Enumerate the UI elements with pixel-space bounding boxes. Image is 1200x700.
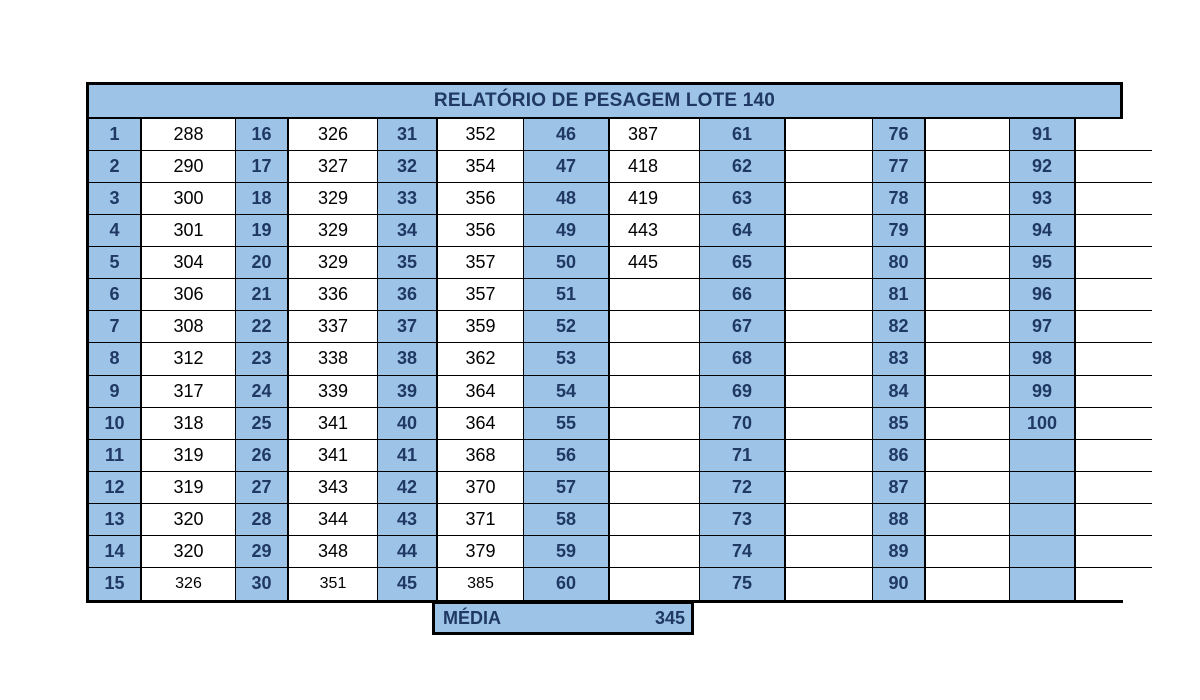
- animal-number-cell: 62: [700, 151, 786, 183]
- animal-number-cell: 59: [524, 536, 610, 568]
- animal-number-cell: 37: [378, 311, 438, 343]
- weight-value-cell: [1076, 343, 1152, 375]
- animal-number-cell: 75: [700, 568, 786, 600]
- weight-value-cell: 379: [438, 536, 524, 568]
- weight-value-cell: 348: [289, 536, 378, 568]
- weight-value-cell: 364: [438, 408, 524, 440]
- animal-number-cell: 53: [524, 343, 610, 375]
- weight-value-cell: [786, 247, 873, 279]
- animal-number-cell: 14: [89, 536, 142, 568]
- weight-value-cell: 329: [289, 183, 378, 215]
- animal-number-cell: 2: [89, 151, 142, 183]
- weight-value-cell: [926, 311, 1010, 343]
- animal-number-cell: 87: [873, 472, 926, 504]
- animal-number-cell: 97: [1010, 311, 1076, 343]
- animal-number-cell: 35: [378, 247, 438, 279]
- average-box: [432, 602, 694, 635]
- animal-number-cell: 17: [236, 151, 289, 183]
- weight-value-cell: [926, 504, 1010, 536]
- weight-value-cell: [786, 151, 873, 183]
- weight-value-cell: 336: [289, 279, 378, 311]
- animal-number-cell: 3: [89, 183, 142, 215]
- animal-number-cell: 77: [873, 151, 926, 183]
- weight-value-cell: [1076, 247, 1152, 279]
- animal-number-cell: 63: [700, 183, 786, 215]
- weight-value-cell: 301: [142, 215, 236, 247]
- weight-value-cell: [610, 376, 700, 408]
- weight-value-cell: [1076, 376, 1152, 408]
- animal-number-cell: 72: [700, 472, 786, 504]
- weight-value-cell: 356: [438, 215, 524, 247]
- weight-value-cell: [610, 440, 700, 472]
- animal-number-cell: 43: [378, 504, 438, 536]
- weight-value-cell: [1076, 440, 1152, 472]
- weight-value-cell: [786, 568, 873, 600]
- weight-value-cell: [926, 536, 1010, 568]
- weight-value-cell: 341: [289, 408, 378, 440]
- animal-number-cell: 49: [524, 215, 610, 247]
- animal-number-cell: 13: [89, 504, 142, 536]
- weight-value-cell: 326: [289, 119, 378, 151]
- weight-value-cell: 354: [438, 151, 524, 183]
- animal-number-cell: 4: [89, 215, 142, 247]
- animal-number-cell: 94: [1010, 215, 1076, 247]
- weight-value-cell: [786, 215, 873, 247]
- weight-value-cell: [786, 440, 873, 472]
- average-label: MÉDIA: [443, 607, 501, 628]
- weight-value-cell: [926, 151, 1010, 183]
- weight-value-cell: [926, 408, 1010, 440]
- weight-value-cell: 320: [142, 504, 236, 536]
- animal-number-cell: 73: [700, 504, 786, 536]
- animal-number-cell: [1010, 504, 1076, 536]
- weight-value-cell: [1076, 279, 1152, 311]
- animal-number-cell: 71: [700, 440, 786, 472]
- animal-number-cell: 54: [524, 376, 610, 408]
- animal-number-cell: 19: [236, 215, 289, 247]
- weight-value-cell: 385: [438, 568, 524, 600]
- weight-value-cell: [1076, 568, 1152, 600]
- animal-number-cell: 25: [236, 408, 289, 440]
- animal-number-cell: 5: [89, 247, 142, 279]
- animal-number-cell: 12: [89, 472, 142, 504]
- weight-value-cell: 357: [438, 247, 524, 279]
- animal-number-cell: 66: [700, 279, 786, 311]
- animal-number-cell: 11: [89, 440, 142, 472]
- weight-value-cell: 357: [438, 279, 524, 311]
- weight-value-cell: [1076, 311, 1152, 343]
- weight-value-cell: [610, 504, 700, 536]
- animal-number-cell: [1010, 440, 1076, 472]
- animal-number-cell: 65: [700, 247, 786, 279]
- animal-number-cell: 33: [378, 183, 438, 215]
- weight-value-cell: 308: [142, 311, 236, 343]
- animal-number-cell: 22: [236, 311, 289, 343]
- weight-value-cell: [1076, 472, 1152, 504]
- report-title: RELATÓRIO DE PESAGEM LOTE 140: [89, 85, 1120, 119]
- animal-number-cell: 69: [700, 376, 786, 408]
- weight-value-cell: 320: [142, 536, 236, 568]
- weight-value-cell: 352: [438, 119, 524, 151]
- animal-number-cell: 96: [1010, 279, 1076, 311]
- weight-value-cell: [786, 472, 873, 504]
- weight-value-cell: [926, 376, 1010, 408]
- weight-value-cell: 312: [142, 343, 236, 375]
- weights-grid: [89, 119, 1120, 600]
- weight-value-cell: 371: [438, 504, 524, 536]
- weight-value-cell: [1076, 151, 1152, 183]
- animal-number-cell: 7: [89, 311, 142, 343]
- weight-value-cell: 319: [142, 440, 236, 472]
- animal-number-cell: 88: [873, 504, 926, 536]
- animal-number-cell: 100: [1010, 408, 1076, 440]
- animal-number-cell: 52: [524, 311, 610, 343]
- animal-number-cell: 42: [378, 472, 438, 504]
- animal-number-cell: 70: [700, 408, 786, 440]
- weight-value-cell: [926, 279, 1010, 311]
- weight-value-cell: 364: [438, 376, 524, 408]
- animal-number-cell: 51: [524, 279, 610, 311]
- weight-value-cell: 418: [610, 151, 700, 183]
- animal-number-cell: 93: [1010, 183, 1076, 215]
- weight-value-cell: [786, 119, 873, 151]
- weight-value-cell: 329: [289, 247, 378, 279]
- animal-number-cell: 28: [236, 504, 289, 536]
- animal-number-cell: [1010, 568, 1076, 600]
- animal-number-cell: 45: [378, 568, 438, 600]
- animal-number-cell: 8: [89, 343, 142, 375]
- animal-number-cell: 21: [236, 279, 289, 311]
- animal-number-cell: 44: [378, 536, 438, 568]
- weight-value-cell: 317: [142, 376, 236, 408]
- animal-number-cell: 90: [873, 568, 926, 600]
- weight-value-cell: 443: [610, 215, 700, 247]
- weight-value-cell: 338: [289, 343, 378, 375]
- weight-value-cell: 351: [289, 568, 378, 600]
- animal-number-cell: 74: [700, 536, 786, 568]
- animal-number-cell: 50: [524, 247, 610, 279]
- animal-number-cell: 18: [236, 183, 289, 215]
- weight-value-cell: [1076, 215, 1152, 247]
- weight-value-cell: [1076, 408, 1152, 440]
- animal-number-cell: [1010, 472, 1076, 504]
- animal-number-cell: 24: [236, 376, 289, 408]
- animal-number-cell: 1: [89, 119, 142, 151]
- weight-value-cell: 339: [289, 376, 378, 408]
- animal-number-cell: 15: [89, 568, 142, 600]
- animal-number-cell: 86: [873, 440, 926, 472]
- animal-number-cell: 55: [524, 408, 610, 440]
- animal-number-cell: 48: [524, 183, 610, 215]
- weight-value-cell: 337: [289, 311, 378, 343]
- animal-number-cell: 89: [873, 536, 926, 568]
- animal-number-cell: 95: [1010, 247, 1076, 279]
- weight-value-cell: 326: [142, 568, 236, 600]
- weight-value-cell: 329: [289, 215, 378, 247]
- weight-value-cell: 304: [142, 247, 236, 279]
- weight-value-cell: [786, 376, 873, 408]
- animal-number-cell: 79: [873, 215, 926, 247]
- weight-value-cell: [610, 408, 700, 440]
- weight-value-cell: 344: [289, 504, 378, 536]
- animal-number-cell: 92: [1010, 151, 1076, 183]
- animal-number-cell: 38: [378, 343, 438, 375]
- animal-number-cell: 23: [236, 343, 289, 375]
- animal-number-cell: 76: [873, 119, 926, 151]
- animal-number-cell: 41: [378, 440, 438, 472]
- weight-value-cell: 343: [289, 472, 378, 504]
- weight-value-cell: [786, 536, 873, 568]
- animal-number-cell: 40: [378, 408, 438, 440]
- animal-number-cell: 85: [873, 408, 926, 440]
- weight-value-cell: 290: [142, 151, 236, 183]
- weight-value-cell: [786, 343, 873, 375]
- animal-number-cell: 84: [873, 376, 926, 408]
- animal-number-cell: 61: [700, 119, 786, 151]
- animal-number-cell: 98: [1010, 343, 1076, 375]
- weight-value-cell: [1076, 536, 1152, 568]
- weight-value-cell: [786, 311, 873, 343]
- animal-number-cell: 78: [873, 183, 926, 215]
- weight-value-cell: [1076, 119, 1152, 151]
- animal-number-cell: 6: [89, 279, 142, 311]
- animal-number-cell: 83: [873, 343, 926, 375]
- weight-value-cell: [926, 343, 1010, 375]
- weight-value-cell: [786, 504, 873, 536]
- average-value: 345: [654, 607, 685, 628]
- weight-value-cell: 300: [142, 183, 236, 215]
- animal-number-cell: 56: [524, 440, 610, 472]
- weight-value-cell: [610, 536, 700, 568]
- weight-value-cell: 341: [289, 440, 378, 472]
- animal-number-cell: 99: [1010, 376, 1076, 408]
- animal-number-cell: 68: [700, 343, 786, 375]
- weight-value-cell: 368: [438, 440, 524, 472]
- weight-value-cell: [926, 472, 1010, 504]
- animal-number-cell: 57: [524, 472, 610, 504]
- animal-number-cell: 58: [524, 504, 610, 536]
- weight-value-cell: [610, 279, 700, 311]
- animal-number-cell: 91: [1010, 119, 1076, 151]
- animal-number-cell: 29: [236, 536, 289, 568]
- animal-number-cell: 26: [236, 440, 289, 472]
- weight-value-cell: [926, 568, 1010, 600]
- weight-value-cell: [926, 183, 1010, 215]
- animal-number-cell: 10: [89, 408, 142, 440]
- weight-value-cell: [926, 215, 1010, 247]
- weight-value-cell: [786, 183, 873, 215]
- weight-value-cell: 319: [142, 472, 236, 504]
- animal-number-cell: 34: [378, 215, 438, 247]
- animal-number-cell: 64: [700, 215, 786, 247]
- weight-value-cell: 445: [610, 247, 700, 279]
- weight-value-cell: 359: [438, 311, 524, 343]
- weight-value-cell: 288: [142, 119, 236, 151]
- weight-value-cell: [610, 472, 700, 504]
- animal-number-cell: 67: [700, 311, 786, 343]
- animal-number-cell: 60: [524, 568, 610, 600]
- animal-number-cell: 9: [89, 376, 142, 408]
- weighing-report-table: [86, 82, 1123, 603]
- animal-number-cell: 80: [873, 247, 926, 279]
- weight-value-cell: [610, 343, 700, 375]
- weight-value-cell: 318: [142, 408, 236, 440]
- animal-number-cell: 36: [378, 279, 438, 311]
- animal-number-cell: 46: [524, 119, 610, 151]
- animal-number-cell: 27: [236, 472, 289, 504]
- weight-value-cell: 356: [438, 183, 524, 215]
- animal-number-cell: [1010, 536, 1076, 568]
- animal-number-cell: 30: [236, 568, 289, 600]
- weight-value-cell: 306: [142, 279, 236, 311]
- weight-value-cell: [926, 440, 1010, 472]
- weight-value-cell: 387: [610, 119, 700, 151]
- weight-value-cell: [786, 279, 873, 311]
- weight-value-cell: 370: [438, 472, 524, 504]
- animal-number-cell: 81: [873, 279, 926, 311]
- weight-value-cell: [610, 311, 700, 343]
- weight-value-cell: [926, 119, 1010, 151]
- animal-number-cell: 47: [524, 151, 610, 183]
- weight-value-cell: [1076, 504, 1152, 536]
- animal-number-cell: 20: [236, 247, 289, 279]
- weight-value-cell: [786, 408, 873, 440]
- animal-number-cell: 31: [378, 119, 438, 151]
- weight-value-cell: 327: [289, 151, 378, 183]
- animal-number-cell: 32: [378, 151, 438, 183]
- weight-value-cell: 362: [438, 343, 524, 375]
- weight-value-cell: [1076, 183, 1152, 215]
- animal-number-cell: 39: [378, 376, 438, 408]
- animal-number-cell: 16: [236, 119, 289, 151]
- weight-value-cell: [926, 247, 1010, 279]
- weight-value-cell: 419: [610, 183, 700, 215]
- animal-number-cell: 82: [873, 311, 926, 343]
- weight-value-cell: [610, 568, 700, 600]
